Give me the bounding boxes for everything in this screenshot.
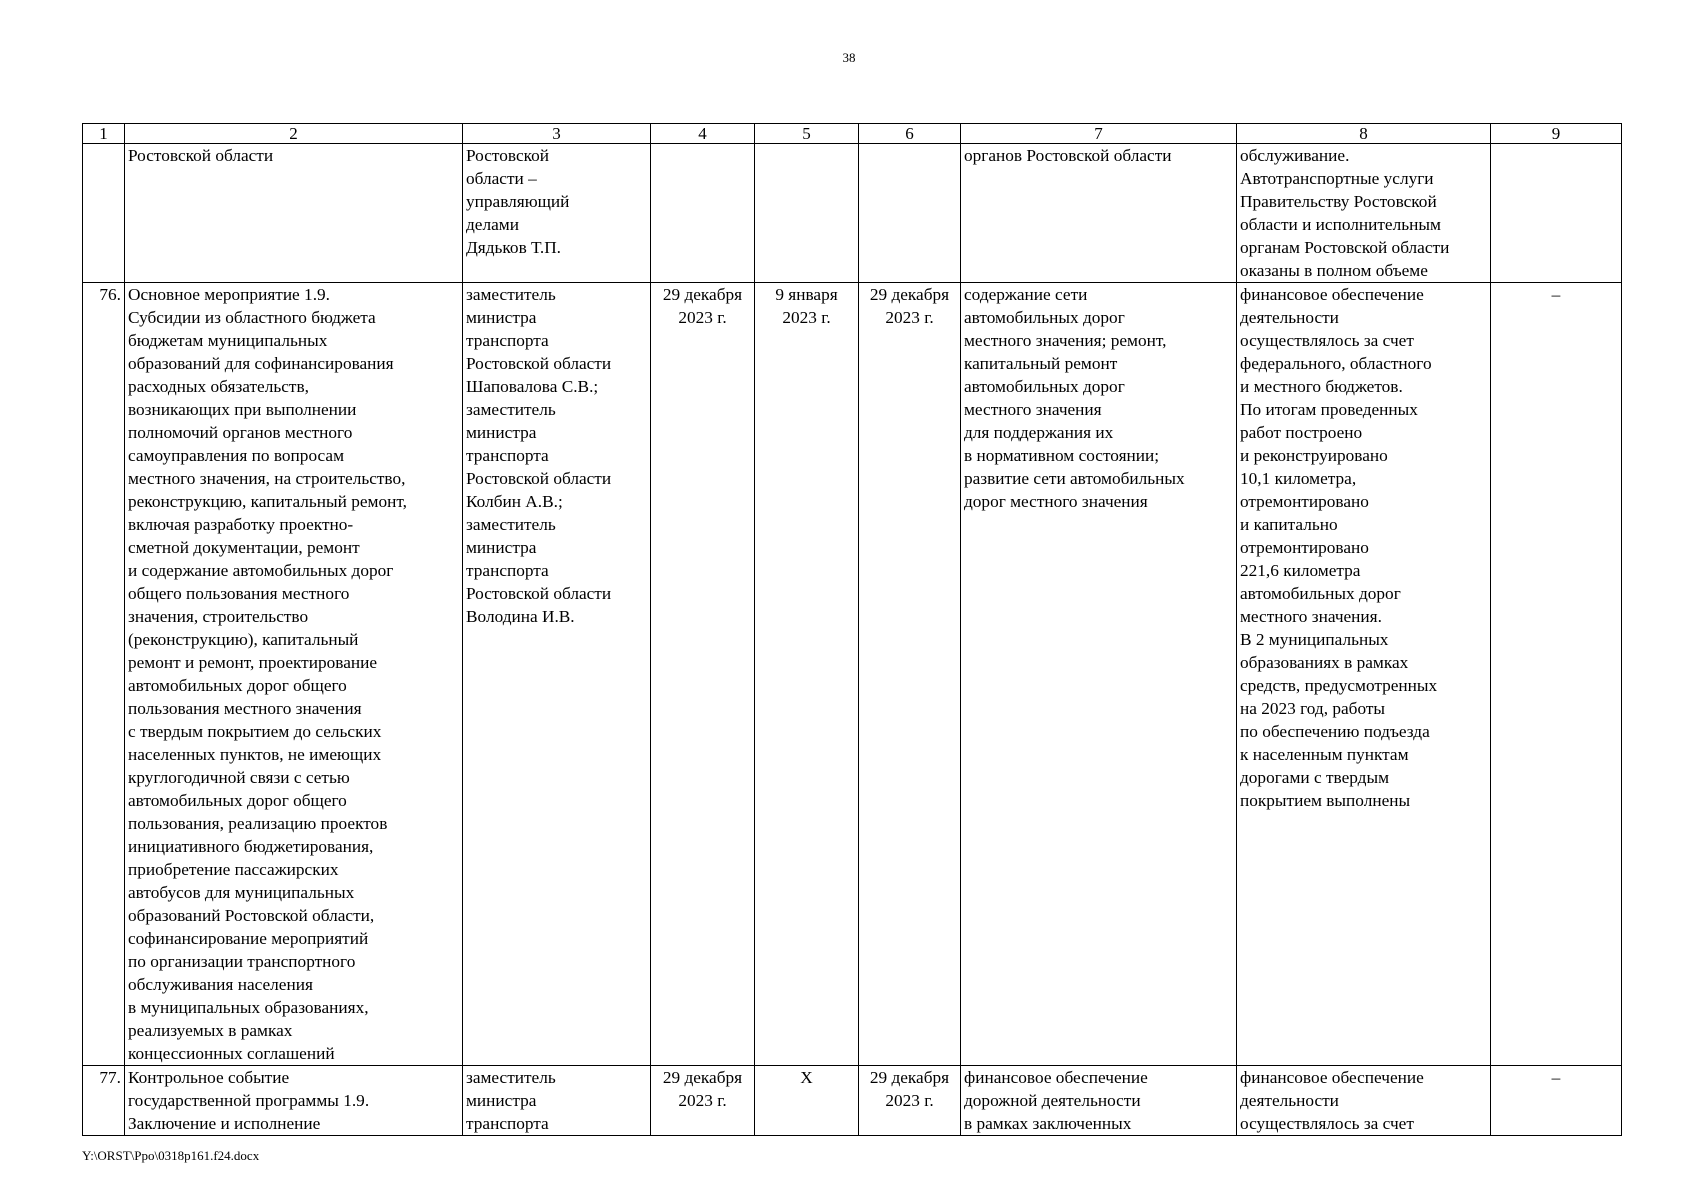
column-header: 3 [463,124,651,144]
date-plan: 29 декабря 2023 г. [651,1066,755,1136]
event-name: Ростовской области [125,144,463,283]
actual-result: обслуживание. Автотранспортные услуги Правительству Ростовской области и исполнительным органам Ростовской области оказаны в полном объеме [1237,144,1491,283]
date-fact: 29 декабря 2023 г. [859,283,961,1066]
column-header: 8 [1237,124,1491,144]
row-number [83,144,125,283]
report-table [82,123,1622,1136]
expected-result: содержание сети автомобильных дорог местного значения; ремонт, капитальный ремонт автомобильных дорог местного значения для поддержания их в нормативном состоянии; развитие сети автомобильных дорог местного значения [961,283,1237,1066]
date-fact [859,144,961,283]
expected-result: органов Ростовской области [961,144,1237,283]
page-number: 38 [842,50,856,65]
column-header: 5 [755,124,859,144]
expected-result: финансовое обеспечение дорожной деятельности в рамках заключенных [961,1066,1237,1136]
actual-result: финансовое обеспечение деятельности осуществлялось за счет федерального, областного и местного бюджетов. По итогам проведенных работ построено и реконструировано 10,1 километра, отремонтировано и капитально отремонтировано 221,6 километра автомобильных дорог местного значения. В 2 муниципальных образованиях в рамках средств, предусмотренных на 2023 год, работы по обеспечению подъезда к населенным пунктам дорогами с твердым покрытием выполнены [1237,283,1491,1066]
event-name: Контрольное событие государственной программы 1.9. Заключение и исполнение [125,1066,463,1136]
responsible-person: Ростовской области – управляющий делами Дядьков Т.П. [463,144,651,283]
column-header: 9 [1491,124,1622,144]
table-row [83,144,1622,283]
reason: – [1491,283,1622,1066]
event-name: Основное мероприятие 1.9. Субсидии из областного бюджета бюджетам муниципальных образований для софинансирования расходных обязательств, возникающих при выполнении полномочий органов местного самоуправления по вопросам местного значения, на строительство, реконструкцию, капитальный ремонт, включая разработку проектно- сметной документации, ремонт и содержание автомобильных дорог общего пользования местного значения, строительство (реконструкцию), капитальный ремонт и ремонт, проектирование автомобильных дорог общего пользования местного значения с твердым покрытием до сельских населенных пунктов, не имеющих круглогодичной связи с сетью автомобильных дорог общего пользования, реализацию проектов инициативного бюджетирования, приобретение пассажирских автобусов для муниципальных образований Ростовской области, софинансирование мероприятий по организации транспортного обслуживания населения в муниципальных образованиях, реализуемых в рамках концессионных соглашений [125,283,463,1066]
date-start [755,144,859,283]
responsible-person: заместитель министра транспорта [463,1066,651,1136]
date-fact: 29 декабря 2023 г. [859,1066,961,1136]
date-plan [651,144,755,283]
table-row [83,1066,1622,1136]
column-header: 6 [859,124,961,144]
column-header: 4 [651,124,755,144]
column-header: 7 [961,124,1237,144]
column-header-row [83,124,1622,144]
reason [1491,144,1622,283]
row-number: 76. [83,283,125,1066]
responsible-person: заместитель министра транспорта Ростовской области Шаповалова С.В.; заместитель министра транспорта Ростовской области Колбин А.В.; заместитель министра транспорта Ростовской области Володина И.В. [463,283,651,1066]
date-plan: 29 декабря 2023 г. [651,283,755,1066]
reason: – [1491,1066,1622,1136]
table-row [83,283,1622,1066]
column-header: 1 [83,124,125,144]
date-start: X [755,1066,859,1136]
column-header: 2 [125,124,463,144]
date-start: 9 января 2023 г. [755,283,859,1066]
row-number: 77. [83,1066,125,1136]
actual-result: финансовое обеспечение деятельности осуществлялось за счет [1237,1066,1491,1136]
file-path-footer: Y:\ORST\Ppo\0318p161.f24.docx [82,1148,260,1163]
